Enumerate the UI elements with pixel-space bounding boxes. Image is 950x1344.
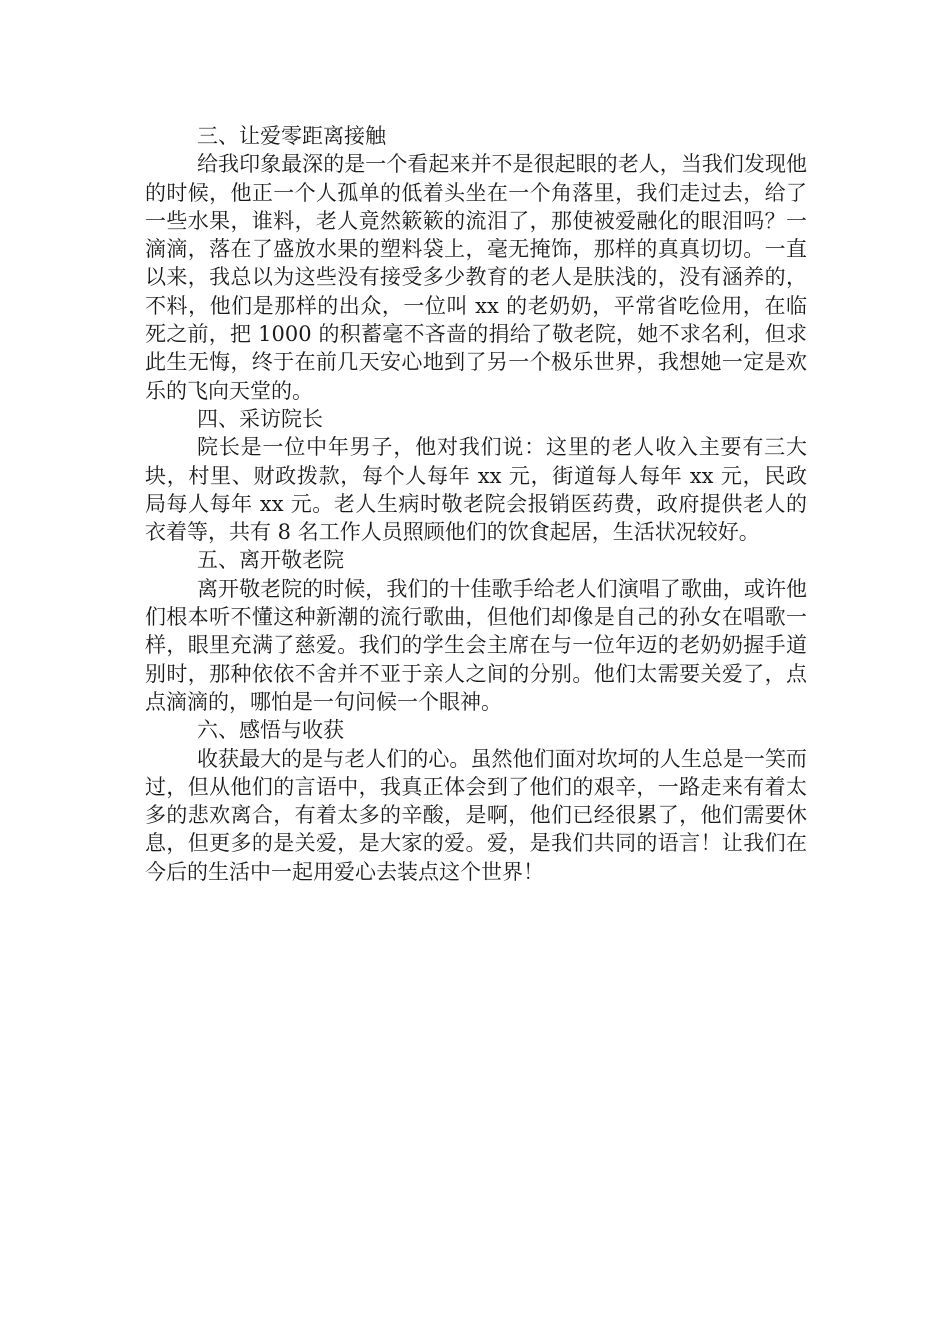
section-paragraph: 院长是一位中年男子，他对我们说：这里的老人收入主要有三大块，村里、财政拨款，每个人每年 xx 元，街道每人每年 xx 元，民政局每人每年 xx 元。老人生病时敬老院会报销医药费，政府提供老人的衣着等，共有 8 名工作人员照顾他们的饮食起居，生活状况较好。 bbox=[145, 435, 807, 545]
section-heading-6: 六、感悟与收获 bbox=[197, 718, 344, 743]
section-heading-5: 五、离开敬老院 bbox=[197, 548, 344, 573]
section-paragraph: 离开敬老院的时候，我们的十佳歌手给老人们演唱了歌曲，或许他们根本听不懂这种新潮的流行歌曲，但他们却像是自己的孙女在唱歌一样，眼里充满了慈爱。我们的学生会主席在与一位年迈的老奶奶握手道别时，那种依依不舍并不亚于亲人之间的分别。他们太需要关爱了，点点滴滴的，哪怕是一句问候一个眼神。 bbox=[145, 576, 807, 714]
section-paragraph: 收获最大的是与老人们的心。虽然他们面对坎坷的人生总是一笑而过，但从他们的言语中，我真正体会到了他们的艰辛，一路走来有着太多的悲欢离合，有着太多的辛酸，是啊，他们已经很累了，他们需要休息，但更多的是关爱，是大家的爱。爱，是我们共同的语言！让我们在今后的生活中一起用爱心去装点这个世界！ bbox=[145, 746, 807, 884]
section-paragraph: 给我印象最深的是一个看起来并不是很起眼的老人，当我们发现他的时候，他正一个人孤单的低着头坐在一个角落里，我们走过去，给了一些水果，谁料，老人竟然簌簌的流泪了，那使被爱融化的眼泪吗？一滴滴，落在了盛放水果的塑料袋上，毫无掩饰，那样的真真切切。一直以来，我总以为这些没有接受多少教育的老人是肤浅的，没有涵养的，不料，他们是那样的出众，一位叫 xx 的老奶奶，平常省吃俭用，在临死之前，把 1000 的积蓄毫不吝啬的捐给了敬老院，她不求名利，但求此生无悔，终于在前几天安心地到了另一个极乐世界，我想她一定是欢乐的飞向天堂的。 bbox=[145, 152, 807, 403]
document-body bbox=[145, 122, 807, 886]
section-heading-4: 四、采访院长 bbox=[197, 406, 323, 431]
section-heading-3: 三、让爱零距离接触 bbox=[197, 124, 386, 148]
